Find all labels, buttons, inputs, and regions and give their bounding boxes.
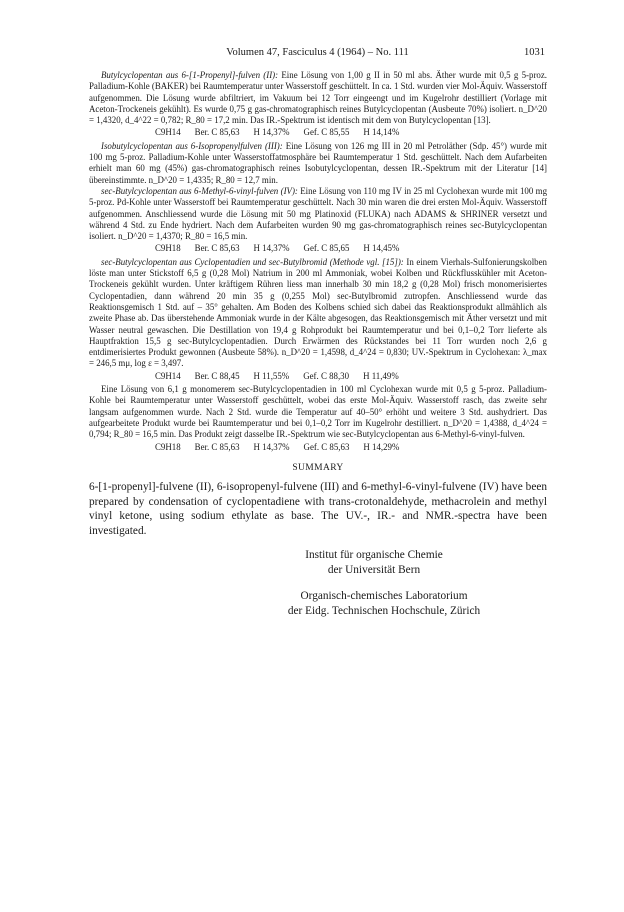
paragraph-hydrogenation — [89, 384, 547, 440]
analysis-found-c: Gef. C 88,30 — [303, 370, 350, 381]
analysis-calculated-c: Ber. C 88,45 — [194, 370, 240, 381]
analysis-formula: C9H18 — [155, 441, 181, 452]
paragraph-title: Isobutylcyclopentan aus 6-Isopropenylfulven (III): — [101, 140, 283, 151]
analysis-found-h: H 14,14% — [363, 127, 400, 138]
analysis-found-c: Gef. C 85,65 — [303, 243, 350, 254]
article-body — [89, 70, 547, 618]
paragraph-text: Eine Lösung von 110 mg IV in 25 ml Cyclohexan wurde mit 100 mg 5-proz. Pd-Kohle unter Wasserstoff bei Raumtemperatur geschüttelt. Nach 30 min waren die drei ersten Mol-Äquiv. Wasserstoff aufgenommen. Anschliessend wurde die Lösung mit 50 mg Platinoxid (FLUKA) nach ADAMS & SHRINER versetzt und während 4 Std. zu Ende hydriert. Nach dem Aufarbeiten wurden 90 mg gas-chromatographisch reines sec-Butylcyclopentan isoliert. n_D^20 = 1,4370; R_80 = 16,5 min. — [89, 185, 548, 242]
analysis-formula: C9H18 — [155, 243, 181, 254]
paragraph-isobutylcyclopentan — [89, 141, 547, 186]
analysis-calculated-h: H 14,37% — [253, 441, 290, 452]
paragraph-text: Eine Lösung von 126 mg III in 20 ml Petroläther (Sdp. 45°) wurde mit 100 mg 5-proz. Palladium-Kohle unter Wasserstoffatmosphäre bei Raumtemperatur 1 Std. geschüttelt. Nach dem Aufarbeiten erhielt man 60 mg (45%) gas-chromatographisch reines Isobutylcyclopentan, dessen IR.-Spektrum mit der Literatur [14] übereinstimmte. n_D^20 = 1,4335; R_80 = 12,7 min. — [89, 140, 547, 185]
paragraph-title: Butylcyclopentan aus 6-[1-Propenyl]-fulven (II): — [101, 70, 279, 80]
analysis-found-h: H 11,49% — [363, 370, 399, 381]
analysis-calculated-c: Ber. C 85,63 — [194, 441, 240, 452]
affiliation-line: der Eidg. Technischen Hochschule, Zürich — [287, 604, 481, 617]
analysis-formula: C9H14 — [155, 127, 181, 138]
paragraph-text: Eine Lösung von 1,00 g II in 50 ml abs. Äther wurde mit 0,5 g 5-proz. Palladium-Kohle (BAKER) bei Raumtemperatur unter Wasserstoff geschüttelt. In ca. 1 Std. wurden vier Mol-Äquiv. Wasserstoff aufgenommen. Die Lösung wurde abfiltriert, im Vakuum bei 12 Torr eingeengt und im Kugelrohr destilliert (Vorlage mit Aceton-Trockeneis gekühlt). Es wurde 0,75 g gas-chromatographisch reines Butylcyclopentan (Ausbeute 70%) isoliert. n_D^20 = 1,4320, d_4^22 = 0,782; R_80 = 17,2 min. Das IR.-Spektrum ist identisch mit dem von Butylcyclopentan [13]. — [89, 70, 547, 126]
elemental-analysis — [155, 442, 547, 453]
analysis-calculated-h: H 14,37% — [253, 243, 290, 254]
affiliation-zurich — [254, 589, 514, 618]
elemental-analysis — [155, 243, 547, 254]
summary-heading: SUMMARY — [292, 462, 344, 473]
paragraph-text: In einem Vierhals-Sulfonierungskolben löste man unter Stickstoff 6,5 g (0,28 Mol) Natrium in 200 ml Ammoniak, wobei Kolben und Rückflusskühler mit Aceton-Trockeneis gekühlt wurden. Unter kräftigem Rühren liess man innerhalb 30 min 18,2 g (0,28 Mol) frisch monomerisiertes Cyclopentadien, dann während 20 min 35 g (0,255 Mol) sec-Butylbromid zutropfen. Anschliessend wurde das Reaktionsgemisch 1 Std. auf – 35° gehalten. Am Boden des Kolbens schied sich dabei das Reaktionsprodukt allmählich als zweite Phase ab. Das überstehende Ammoniak wurde in der Kälte abgesogen, das Reaktionsgemisch mit Äther versetzt und mit Wasser neutral gewaschen. Die Destillation von 19,4 g Rohprodukt bei Raumtemperatur und bei 0,1–0,2 Torr lieferte als Hauptfraktion 15,5 g sec-Butylcyclopentadien. Durch Erwärmen des Rückstandes bei 11 Torr wurden noch 2,6 g entdimerisiertes Produkt gewonnen (Ausbeute 58%). n_D^20 = 1,4598, d_4^24 = 0,830; UV.-Spektrum in Cyclohexan: λ_max = 246,5 mμ, log ε = 3,497. — [89, 256, 547, 369]
affiliation-line: Institut für organische Chemie — [305, 549, 443, 562]
analysis-formula: C9H14 — [155, 370, 181, 381]
affiliation-bern — [264, 548, 484, 577]
analysis-calculated-h: H 14,37% — [253, 127, 290, 138]
elemental-analysis — [155, 127, 547, 138]
running-header — [90, 46, 545, 60]
analysis-calculated-c: Ber. C 85,63 — [194, 127, 240, 138]
paragraph-title: sec-Butylcyclopentan aus Cyclopentadien und sec-Butylbromid (Methode vgl. [15]): — [101, 256, 404, 267]
analysis-calculated-h: H 11,55% — [253, 370, 290, 381]
analysis-found-h: H 14,29% — [363, 441, 400, 452]
affiliation-line: der Universität Bern — [327, 563, 421, 576]
paragraph-butylcyclopentan — [89, 70, 547, 126]
analysis-found-c: Gef. C 85,63 — [303, 441, 350, 452]
analysis-calculated-c: Ber. C 85,63 — [194, 243, 240, 254]
journal-info: Volumen 47, Fasciculus 4 (1964) – No. 111 — [226, 47, 409, 58]
analysis-found-c: Gef. C 85,55 — [303, 127, 350, 138]
page-number: 1031 — [524, 47, 545, 58]
paragraph-sec-butylcyclopentan-fulven — [89, 186, 547, 242]
paragraph-title: sec-Butylcyclopentan aus 6-Methyl-6-vinyl-fulven (IV): — [101, 185, 298, 196]
paragraph-sec-butylcyclopentan-cyclopentadien — [89, 257, 547, 370]
summary-text: 6-[1-propenyl]-fulvene (II), 6-isopropenyl-fulvene (III) and 6-methyl-6-vinyl-fulvene (IV) have been prepared by condensation of cyclopentadiene with trans-crotonaldehyde, methacrolein and methyl vinyl ketone, using sodium ethylate as base. The UV.-, IR.- and NMR.-spectra have been investigated. — [89, 481, 547, 537]
analysis-found-h: H 14,45% — [363, 243, 400, 254]
affiliation-line: Organisch-chemisches Laboratorium — [300, 590, 468, 603]
paragraph-text: Eine Lösung von 6,1 g monomerem sec-Butylcyclopentadien in 100 ml Cyclohexan wurde mit 0,5 g 5-proz. Palladium-Kohle bei Raumtemperatur unter Wasserstoff geschüttelt, wobei das erste Mol-Äquiv. Wasserstoff rasch, das zweite sehr langsam aufgenommen wurde. Nach 2 Std. wurde die Temperatur auf 40–50° erhöht und weitere 3 Std. aushydriert. Das aufgearbeitete Produkt wurde bei Raumtemperatur und bei 0,1–0,2 Torr im Kugelrohr destilliert. n_D^20 = 1,4388, d_4^24 = 0,794; R_80 = 16,5 min. Das Produkt zeigt dasselbe IR.-Spektrum wie sec-Butylcyclopentan aus 6-Methyl-6-vinyl-fulven. — [89, 384, 547, 440]
elemental-analysis — [155, 371, 547, 382]
